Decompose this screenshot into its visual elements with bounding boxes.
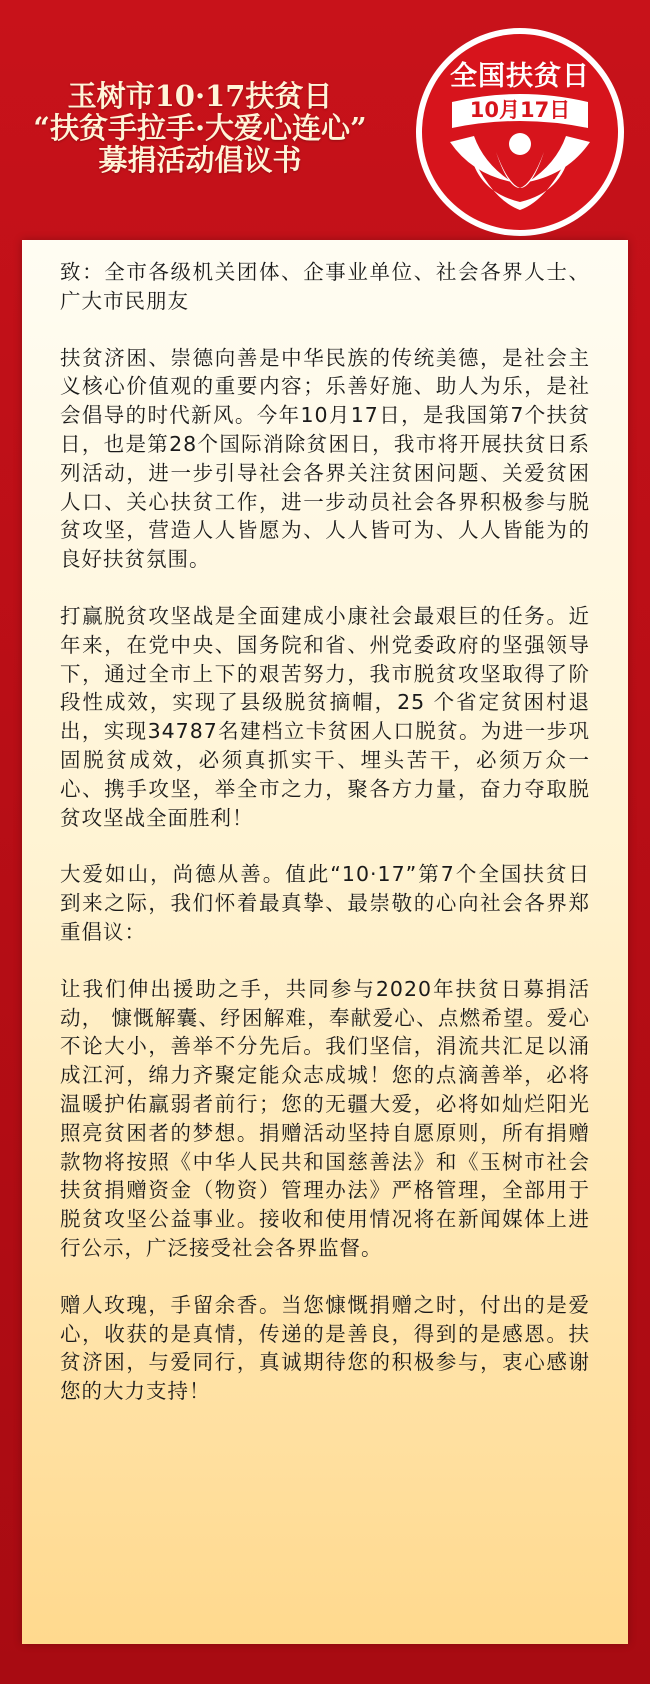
header — [0, 0, 650, 238]
poverty-day-emblem — [412, 24, 628, 240]
emblem-date-text: 10月17日 — [469, 98, 571, 122]
title-line-2: “扶贫手拉手·大爱心连心” — [33, 111, 367, 145]
title-line-3: 募捐活动倡议书 — [98, 143, 302, 177]
title-line-1: 玉树市10·17扶贫日 — [67, 79, 333, 113]
paragraph-3: 大爱如山，尚德从善。值此“10·17”第7个全国扶贫日到来之际，我们怀着最真挚、最崇敬的心向社会各界郑重倡议： — [60, 862, 590, 944]
salutation: 致：全市各级机关团体、企事业单位、社会各界人士、广大市民朋友 — [60, 260, 590, 313]
emblem-main-text: 全国扶贫日 — [450, 61, 590, 92]
paragraph-4: 让我们伸出援助之手，共同参与2020年扶贫日募捐活动， 慷慨解囊、纾困解难，奉献爱心、点燃希望。爱心不论大小，善举不分先后。我们坚信，涓流共汇足以涌成江河，绵力齐聚定能众志成城！您的点滴善举，必将温暖护佑羸弱者前行；您的无疆大爱，必将如灿烂阳光照亮贫困者的梦想。捐赠活动坚持自愿原则，所有捐赠款物将按照《中华人民共和国慈善法》和《玉树市社会扶贫捐赠资金（物资）管理办法》严格管理，全部用于脱贫攻坚公益事业。接收和使用情况将在新闻媒体上进行公示，广泛接受社会各界监督。 — [60, 976, 590, 1260]
letter-card — [22, 240, 628, 1644]
page-title — [30, 80, 370, 176]
paragraph-5: 赠人玫瑰，手留余香。当您慷慨捐赠之时，付出的是爱心，收获的是真情，传递的是善良，得到的是感恩。扶贫济困，与爱同行，真诚期待您的积极参与，衷心感谢您的大力支持！ — [60, 1292, 590, 1404]
paragraph-1: 扶贫济困、崇德向善是中华民族的传统美德，是社会主义核心价值观的重要内容；乐善好施、助人为乐，是社会倡导的时代新风。今年10月17日，是我国第7个扶贫日，也是第28个国际消除贫困日，我市将开展扶贫日系列活动，进一步引导社会各界关注贫困问题、关爱贫困人口、关心扶贫工作，进一步动员社会各界积极参与脱贫攻坚，营造人人皆愿为、人人皆可为、人人皆能为的良好扶贫氛围。 — [60, 345, 590, 572]
letter-body — [60, 258, 590, 1406]
paragraph-2: 打赢脱贫攻坚战是全面建成小康社会最艰巨的任务。近年来，在党中央、国务院和省、州党委政府的坚强领导下，通过全市上下的艰苦努力，我市脱贫攻坚取得了阶段性成效，实现了县级脱贫摘帽，25 个省定贫困村退出，实现34787名建档立卡贫困人口脱贫。为进一步巩固脱贫成效，必须真抓实干、埋头苦干，必须万众一心、携手攻坚，举全市之力，聚各方力量，奋力夺取脱贫攻坚战全面胜利！ — [60, 603, 590, 830]
